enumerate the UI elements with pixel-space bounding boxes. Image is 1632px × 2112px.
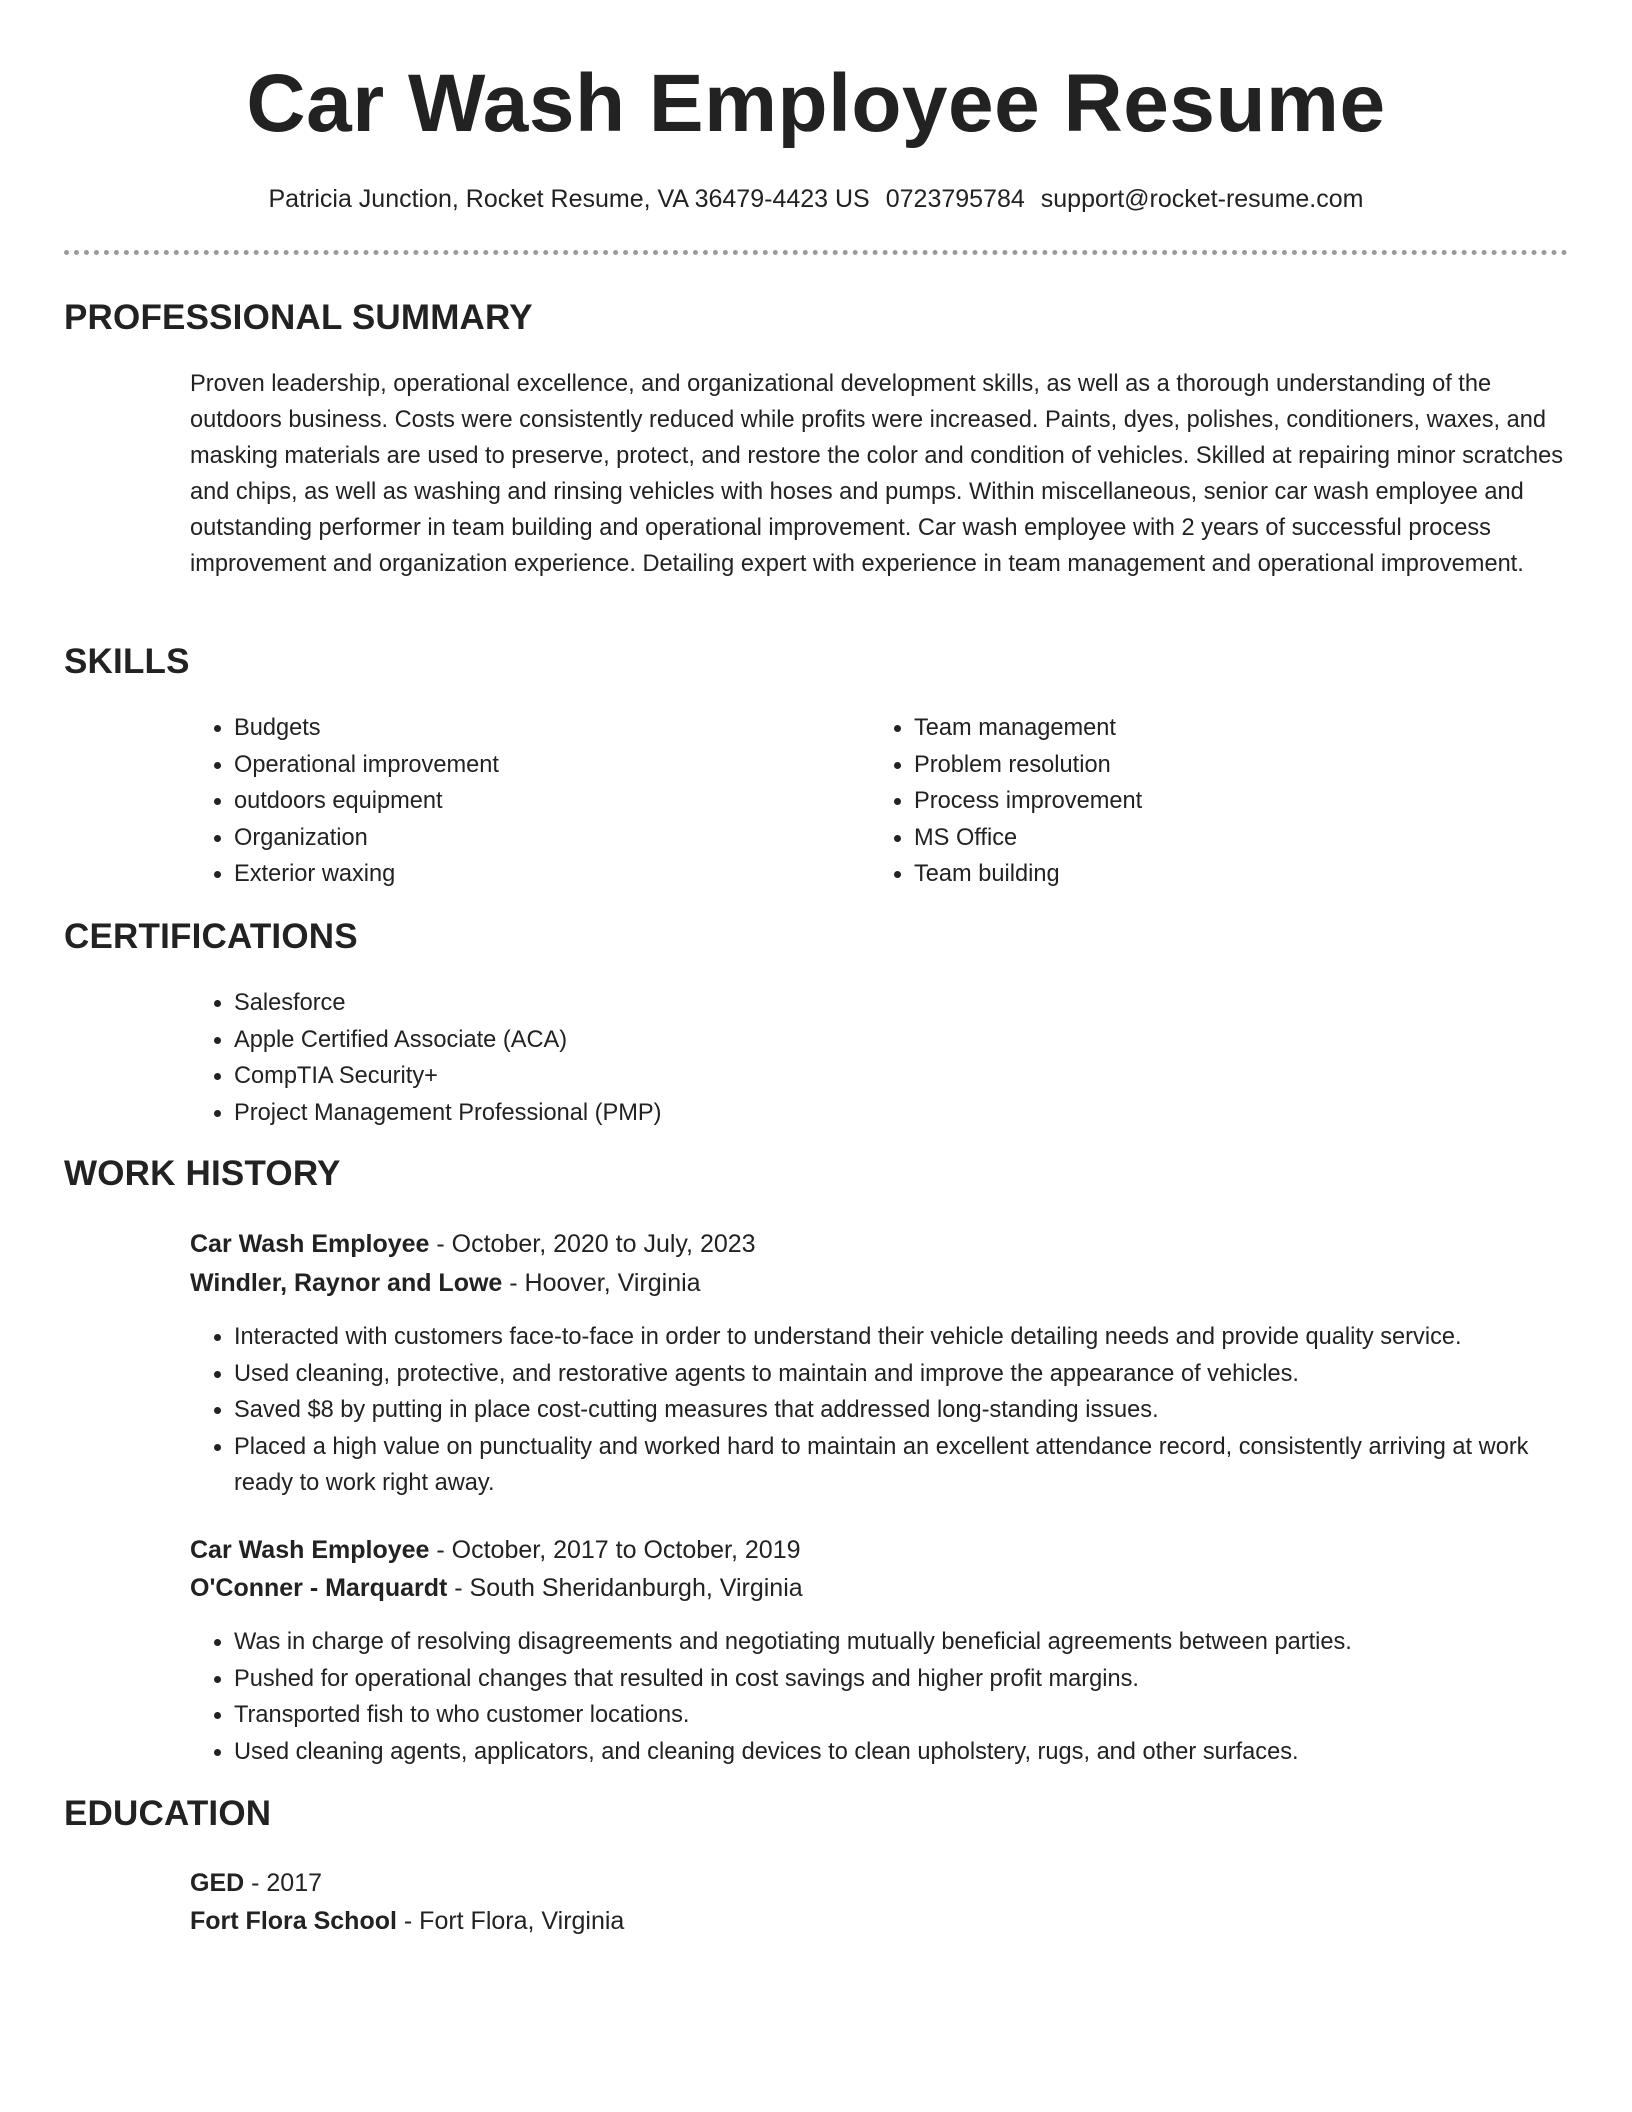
job-company-line [190,1265,701,1301]
skill-item: • MS Office [914,820,1470,857]
contact-address: Patricia Junction, Rocket Resume, VA 36479-4423 US [268,185,870,213]
contact-phone: 0723795784 [885,185,1025,213]
job-bullet: • Used cleaning agents, applicators, and cleaning devices to clean upholstery, rugs, and other surfaces. [234,1734,1570,1771]
section-title-work-history: WORK HISTORY [64,1154,341,1193]
skill-item: • Operational improvement [234,747,790,784]
resume-title: Car Wash Employee Resume [246,58,1386,149]
certification-item: • CompTIA Security+ [234,1058,1390,1095]
job-bullet: • Pushed for operational changes that resulted in cost savings and higher profit margins. [234,1661,1570,1698]
job-role: Car Wash Employee [190,1230,430,1258]
skill-item: • Team building [914,856,1470,893]
education-school: Fort Flora School [190,1907,397,1935]
section-title-summary: PROFESSIONAL SUMMARY [64,298,533,337]
skill-item: • Exterior waxing [234,856,790,893]
job-title-line [190,1226,756,1262]
job-bullets [190,1624,1570,1770]
education-location: - Fort Flora, Virginia [396,1907,625,1935]
job-role: Car Wash Employee [190,1536,430,1564]
job-bullet: • Interacted with customers face-to-face in order to understand their vehicle detailing needs and provide quality service. [234,1319,1570,1356]
certification-item: • Apple Certified Associate (ACA) [234,1022,1390,1059]
job-location: - South Sheridanburgh, Virginia [447,1574,803,1602]
certification-item: • Project Management Professional (PMP) [234,1095,1390,1132]
job-bullet: • Transported fish to who customer locations. [234,1697,1570,1734]
certification-item: • Salesforce [234,985,1390,1022]
job-bullet: • Placed a high value on punctuality and worked hard to maintain an excellent attendance record, consistently arriving at work ready to work right away. [234,1429,1570,1502]
education-school-line [190,1903,624,1939]
education-year: - 2017 [244,1869,323,1897]
section-title-skills: SKILLS [64,642,190,681]
job-dates: - October, 2017 to October, 2019 [429,1536,801,1564]
job-location: - Hoover, Virginia [502,1269,701,1297]
job-company: Windler, Raynor and Lowe [190,1269,503,1297]
job-bullet: • Was in charge of resolving disagreements and negotiating mutually beneficial agreements between parties. [234,1624,1570,1661]
skills-list-right [870,710,1470,893]
contact-line [64,182,1568,216]
education-degree: GED [190,1869,245,1897]
skill-item: • Team management [914,710,1470,747]
job-bullets [190,1319,1570,1502]
summary-text: Proven leadership, operational excellence, and organizational development skills, as well as a thorough understanding of the outdoors business. Costs were consistently reduced while profits were increased. Paints, dyes, polishes, conditioners, waxes, and masking materials are used to preserve, protect, and restore the color and condition of vehicles. Skilled at repairing minor scratches and chips, as well as washing and rinsing vehicles with hoses and pumps. Within miscellaneous, senior car wash employee and outstanding performer in team building and operational improvement. Car wash employee with 2 years of successful process improvement and organization experience. Detailing expert with experience in team management and operational improvement. [190,371,1564,577]
job-bullet: • Saved $8 by putting in place cost-cutting measures that addressed long-standing issues. [234,1392,1570,1429]
skills-list-left [190,710,790,893]
job-company: O'Conner - Marquardt [190,1574,448,1602]
skill-item: • Process improvement [914,783,1470,820]
skill-item: • Organization [234,820,790,857]
contact-email: support@rocket-resume.com [1040,185,1364,213]
skill-item: • Problem resolution [914,747,1470,784]
skill-item: • Budgets [234,710,790,747]
job-dates: - October, 2020 to July, 2023 [429,1230,756,1258]
certifications-list [190,985,1390,1131]
section-title-certifications: CERTIFICATIONS [64,917,358,956]
skill-item: • outdoors equipment [234,783,790,820]
education-degree-line [190,1865,322,1901]
header-divider [64,250,1568,255]
job-title-line [190,1532,801,1568]
job-bullet: • Used cleaning, protective, and restorative agents to maintain and improve the appearance of vehicles. [234,1356,1570,1393]
section-title-education: EDUCATION [64,1794,272,1833]
job-company-line [190,1570,803,1606]
